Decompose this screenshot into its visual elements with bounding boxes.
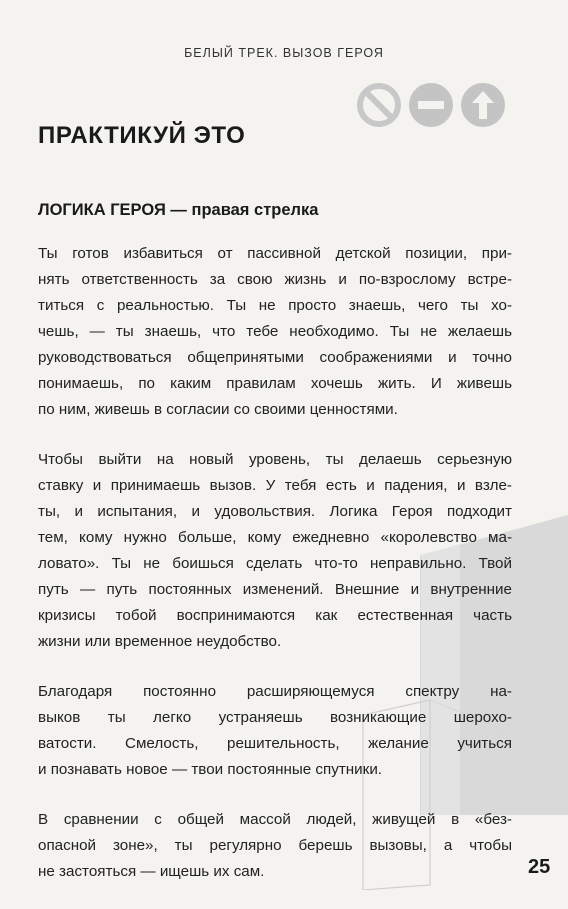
text-line: ты, и испытания, и удовольствия. Логика Героя подходит [38, 503, 512, 520]
no-entry-circle-slash-icon [357, 83, 401, 127]
text-line: ловато». Ты не боишься сделать что-то неправильно. Твой [38, 555, 512, 572]
text-line: ставку и принимаешь вызов. У тебя есть и падения, и взле- [38, 477, 512, 494]
text-line: Ты готов избавиться от пассивной детской позиции, при- [38, 245, 512, 262]
paragraph-2 [38, 447, 512, 655]
text-line: руководствоваться общепринятыми соображениями и точно [38, 349, 512, 366]
section-title: ПРАКТИКУЙ ЭТО [38, 122, 246, 149]
text-line: чешь, — ты знаешь, что тебе необходимо. Ты не желаешь [38, 323, 512, 340]
text-line: не застояться — ищешь их сам. [38, 863, 265, 880]
text-line: Благодаря постоянно расширяющемуся спектру на- [38, 683, 512, 700]
text-line: опасной зоне», ты регулярно берешь вызовы, а чтобы [38, 837, 512, 854]
paragraph-4 [38, 807, 512, 885]
text-line: выков ты легко устраняешь возникающие шерохо- [38, 709, 512, 726]
paragraph-3 [38, 679, 512, 783]
text-line: Чтобы выйти на новый уровень, ты делаешь серьезную [38, 451, 512, 468]
body-text [38, 241, 512, 909]
text-line: ватости. Смелость, решительность, желание учиться [38, 735, 512, 752]
text-line: и познавать новое — твои постоянные спутники. [38, 761, 383, 778]
no-entry-bar-icon [409, 83, 453, 127]
subtitle: ЛОГИКА ГЕРОЯ — правая стрелка [38, 201, 319, 219]
traffic-signs-group [357, 83, 507, 131]
text-line: тем, кому нужно больше, кому ежедневно «королевство ма- [38, 529, 512, 546]
text-line: понимаешь, по каким правилам хочешь жить. И живешь [38, 375, 512, 392]
text-line: нять ответственность за свою жизнь и по-взрослому встре- [38, 271, 512, 288]
paragraph-1 [38, 241, 512, 423]
page-number: 25 [528, 856, 551, 878]
text-line: жизни или временное неудобство. [38, 633, 282, 650]
text-line: по ним, живешь в согласии со своими ценностями. [38, 401, 398, 418]
text-line: кризисы тобой воспринимаются как естественная часть [38, 607, 512, 624]
up-arrow-icon [461, 83, 505, 127]
text-line: В сравнении с общей массой людей, живущей в «без- [38, 811, 512, 828]
text-line: путь — путь постоянных изменений. Внешние и внутренние [38, 581, 512, 598]
text-line: титься с реальностью. Ты не просто знаешь, чего ты хо- [38, 297, 512, 314]
running-header: БЕЛЫЙ ТРЕК. ВЫЗОВ ГЕРОЯ [184, 46, 384, 60]
